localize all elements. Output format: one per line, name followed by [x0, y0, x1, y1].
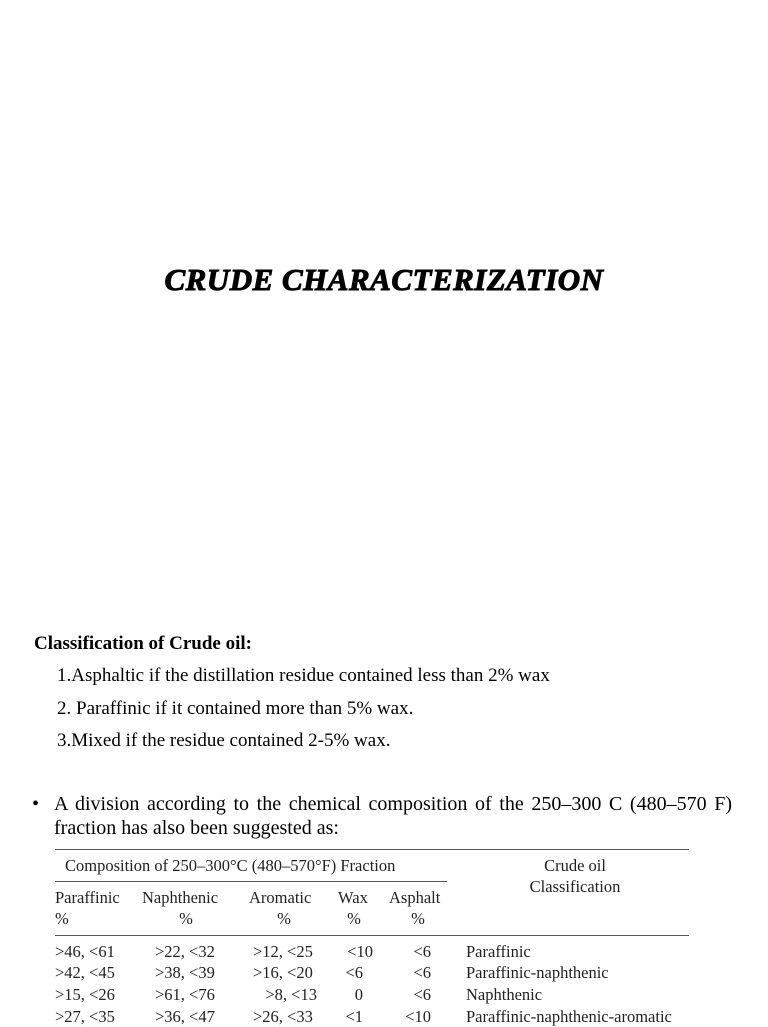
column-header-unit: %	[411, 909, 425, 928]
column-header: Paraffinic	[55, 888, 120, 907]
table-cell: <6	[413, 963, 431, 982]
table-cell: Paraffinic	[466, 942, 531, 961]
column-header: Aromatic	[249, 888, 312, 907]
table-cell: >8, <13	[265, 985, 317, 1004]
table-cell: >42, <45	[55, 963, 115, 982]
classification-heading: Classification of Crude oil:	[34, 633, 252, 654]
column-header-unit: %	[347, 909, 361, 928]
column-header: Asphalt	[389, 888, 441, 907]
column-header-unit: %	[277, 909, 291, 928]
column-header-unit: %	[179, 909, 193, 928]
table-header-rule	[55, 935, 689, 936]
table-cell: >38, <39	[155, 963, 215, 982]
table-group-rule	[55, 881, 447, 882]
table-group-header: Composition of 250–300°C (480–570°F) Fraction	[65, 856, 396, 875]
table-cell: >61, <76	[155, 985, 215, 1004]
classification-item: 1.Asphaltic if the distillation residue contained less than 2% wax	[57, 665, 550, 686]
table-cell: <6	[413, 942, 431, 961]
bullet-text: A division according to the chemical composition of the 250–300 C (480–570 F) fraction has also been suggested as:	[54, 793, 732, 839]
table-cell: >36, <47	[155, 1007, 215, 1026]
table-top-rule	[55, 849, 689, 850]
column-header-unit: %	[55, 909, 69, 928]
table-cell: <10	[347, 942, 373, 961]
bullet-icon: •	[32, 793, 40, 815]
table-cell: >46, <61	[55, 942, 115, 961]
table-cell: Paraffinic-naphthenic-aromatic	[466, 1007, 672, 1026]
table-cell: Paraffinic-naphthenic	[466, 963, 609, 982]
table-cell: >22, <32	[155, 942, 215, 961]
table-class-header: Crude oil	[544, 856, 606, 875]
column-header: Wax	[338, 888, 368, 907]
table-cell: <6	[413, 985, 431, 1004]
table-cell: >26, <33	[253, 1007, 313, 1026]
table-cell: >16, <20	[253, 963, 313, 982]
table-cell: Naphthenic	[466, 985, 543, 1004]
table-cell: <10	[405, 1007, 431, 1026]
classification-list	[57, 664, 550, 762]
page-title: CRUDE CHARACTERIZATION	[164, 262, 604, 297]
classification-item: 2. Paraffinic if it contained more than 5% wax.	[57, 697, 414, 719]
table-cell: >27, <35	[55, 1007, 115, 1026]
column-header: Naphthenic	[142, 888, 219, 907]
classification-item: 3.Mixed if the residue contained 2-5% wax.	[57, 730, 391, 751]
table-cell: <6	[345, 963, 363, 982]
table-cell: >12, <25	[253, 942, 313, 961]
table-cell: >15, <26	[55, 985, 115, 1004]
table-class-header: Classification	[529, 877, 621, 896]
table-cell: <1	[345, 1007, 363, 1026]
table-cell: 0	[354, 985, 363, 1004]
bullet-paragraph	[32, 792, 732, 840]
